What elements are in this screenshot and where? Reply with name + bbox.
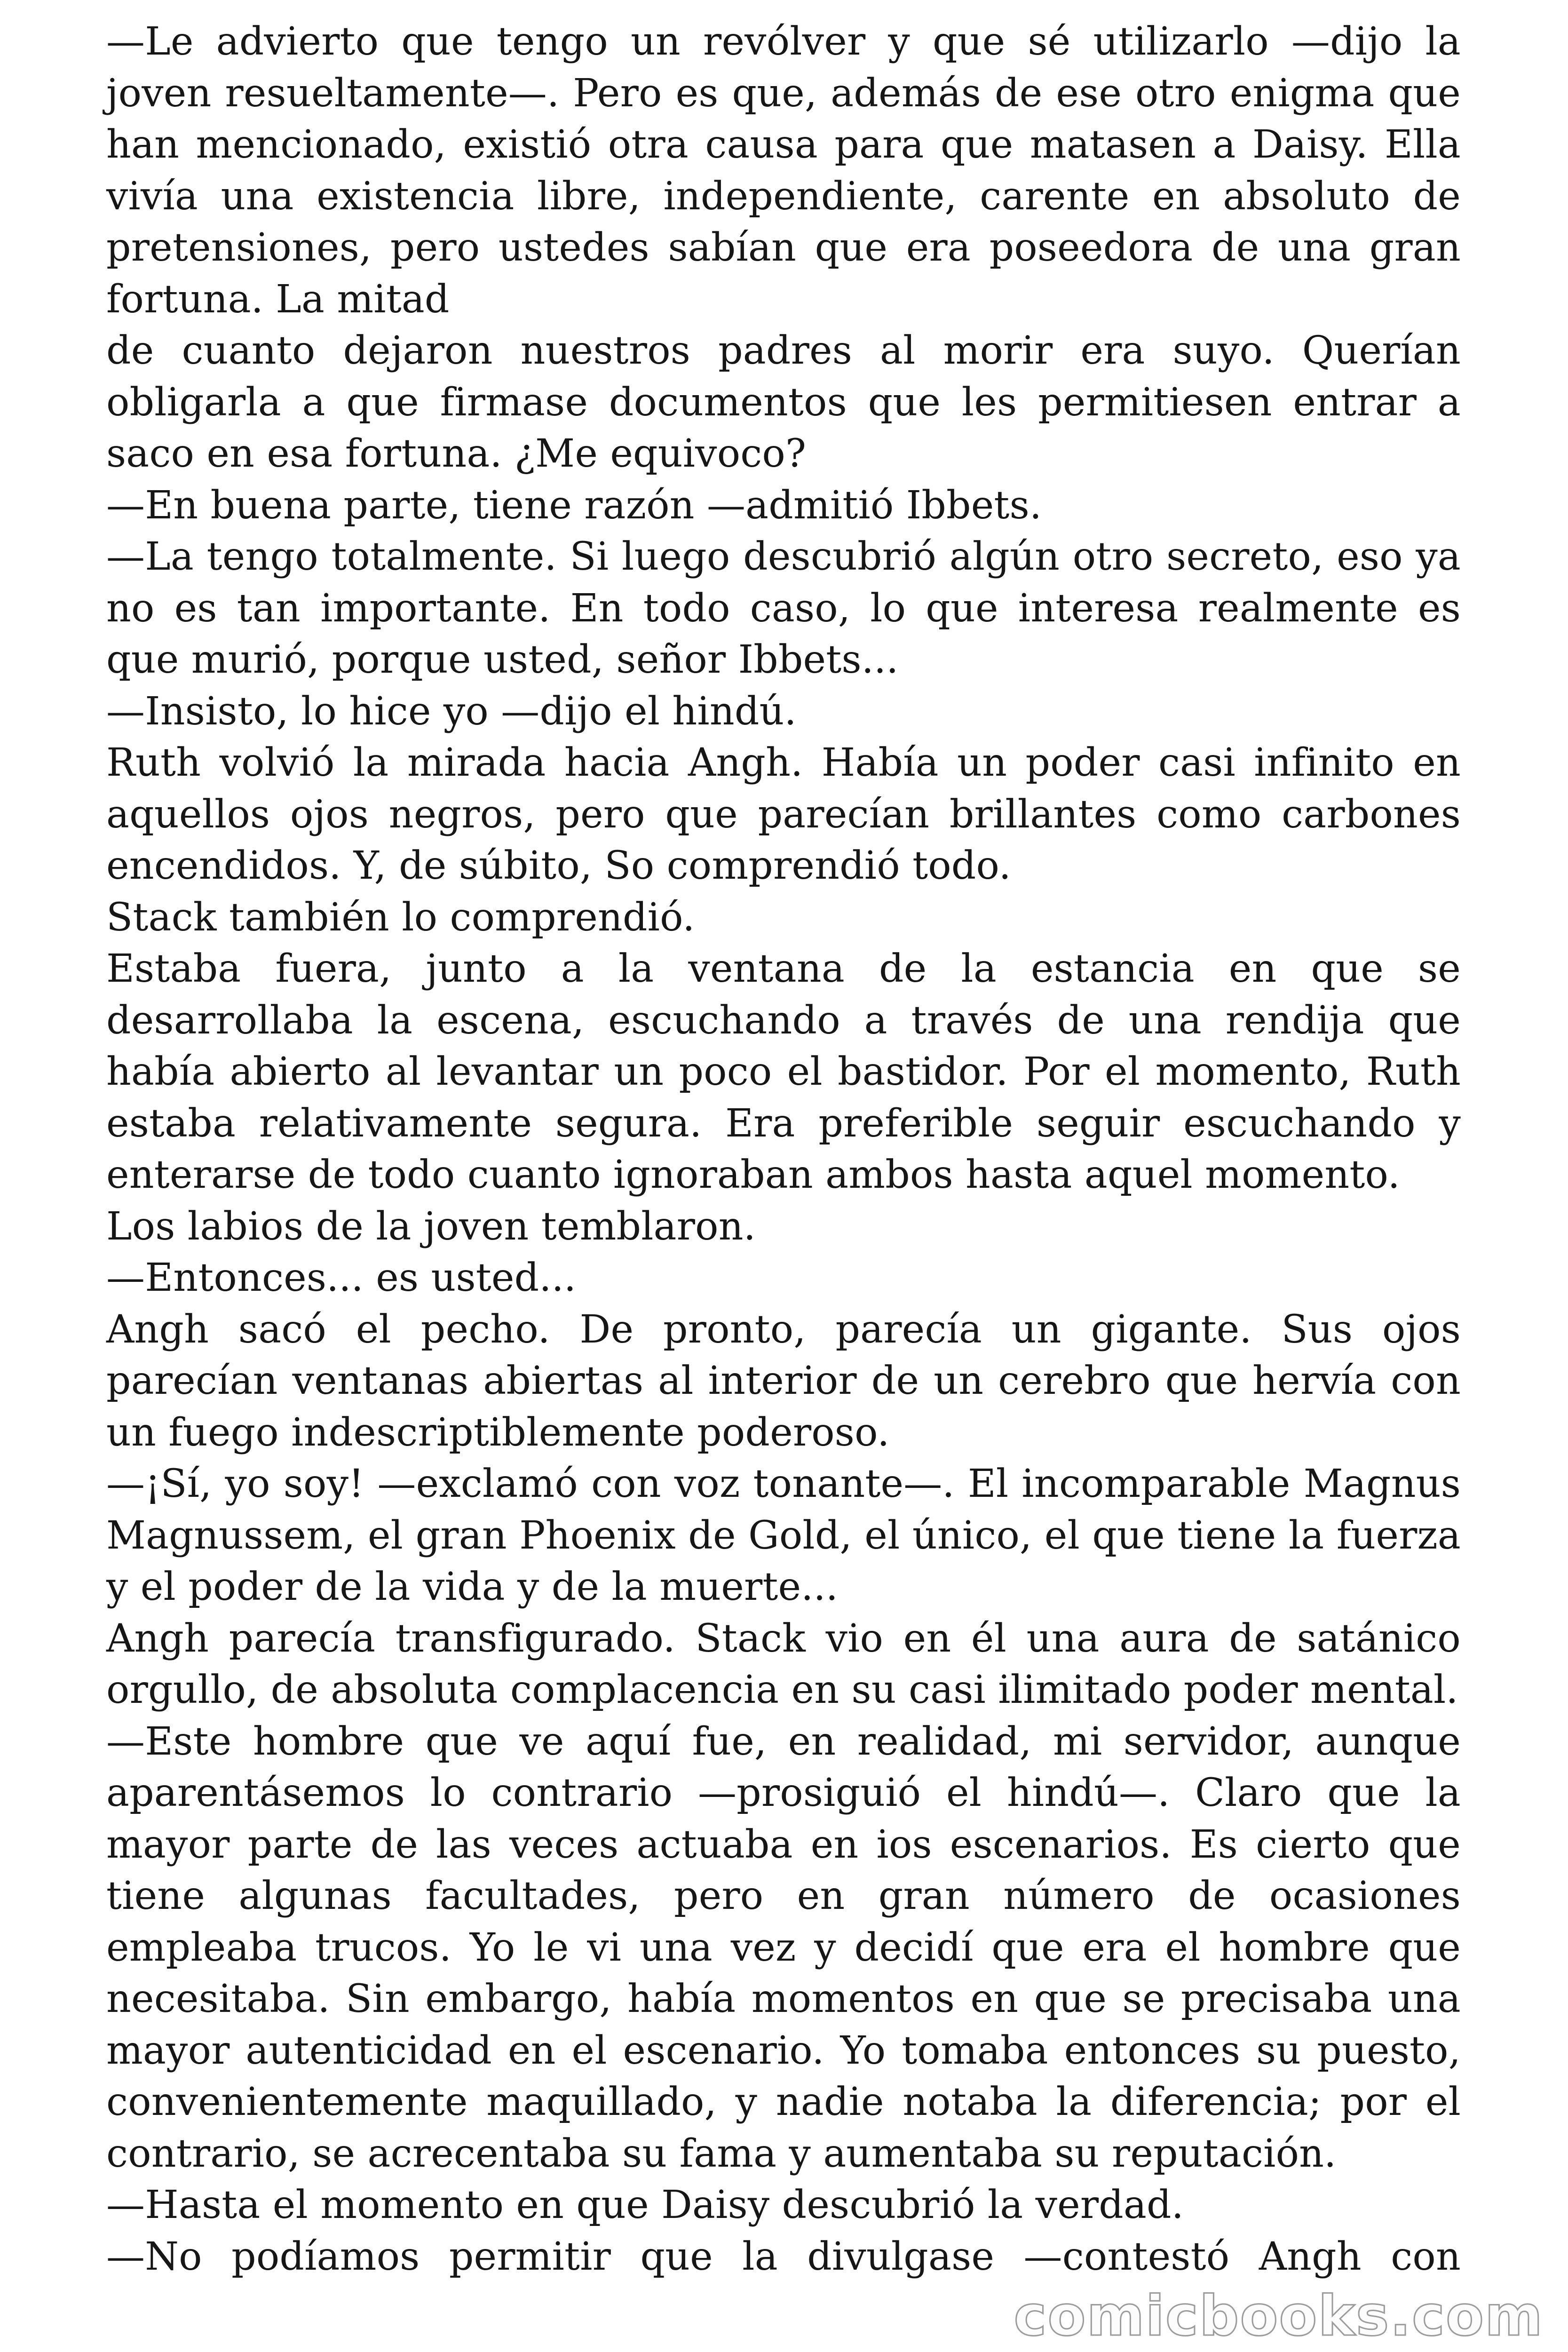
paragraph-16: —No podíamos permitir que la divulgase —contestó Angh con bbox=[106, 2234, 1461, 2279]
paragraph-15: —Hasta el momento en que Daisy descubrió la verdad. bbox=[106, 2183, 1184, 2227]
paragraph-6: Ruth volvió la mirada hacia Angh. Había un poder casi infinito en aquellos ojos negros, pero que parecían brillantes como carbones encendidos. Y, de súbito, So comprendió todo. bbox=[106, 740, 1461, 888]
watermark-text: comicbooks.com bbox=[1014, 2283, 1544, 2348]
paragraph-5: —Insisto, lo hice yo —dijo el hindú. bbox=[106, 689, 797, 734]
paragraph-4: —La tengo totalmente. Si luego descubrió algún otro secreto, eso ya no es tan importante. En todo caso, lo que interesa realmente es que murió, porque usted, señor Ibbets... bbox=[106, 534, 1461, 682]
paragraph-12: —¡Sí, yo soy! —exclamó con voz tonante—. El incomparable Magnus Magnussem, el gran Phoenix de Gold, el único, el que tiene la fuerza y el poder de la vida y de la muerte... bbox=[106, 1462, 1461, 1609]
paragraph-13: Angh parecía transfigurado. Stack vio en él una aura de satánico orgullo, de absoluta complacencia en su casi ilimitado poder mental. bbox=[106, 1616, 1461, 1712]
paragraph-10: —Entonces... es usted... bbox=[106, 1255, 577, 1300]
paragraph-9: Los labios de la joven temblaron. bbox=[106, 1204, 756, 1249]
book-page-text bbox=[106, 16, 1461, 2282]
paragraph-2: de cuanto dejaron nuestros padres al morir era suyo. Querían obligarla a que firmase documentos que les permitiesen entrar a saco en esa fortuna. ¿Me equivoco? bbox=[106, 328, 1461, 476]
paragraph-14: —Este hombre que ve aquí fue, en realidad, mi servidor, aunque aparentásemos lo contrario —prosiguió el hindú—. Claro que la mayor parte de las veces actuaba en ios escenarios. Es cierto que tiene algunas facultades, pero en gran número de ocasiones empleaba trucos. Yo le vi una vez y decidí que era el hombre que necesitaba. Sin embargo, había momentos en que se precisaba una mayor autenticidad en el escenario. Yo tomaba entonces su puesto, convenientemente maquillado, y nadie notaba la diferencia; por el contrario, se acrecentaba su fama y aumentaba su reputación. bbox=[106, 1719, 1461, 2176]
paragraph-1: —Le advierto que tengo un revólver y que sé utilizarlo —dijo la joven resueltamente—. Pero es que, además de ese otro enigma que han mencionado, existió otra causa para que matasen a Daisy. Ella vivía una existencia libre, independiente, carente en absoluto de pretensiones, pero ustedes sabían que era poseedora de una gran fortuna. La mitad bbox=[106, 19, 1461, 322]
paragraph-3: —En buena parte, tiene razón —admitió Ibbets. bbox=[106, 483, 1042, 528]
paragraph-8: Estaba fuera, junto a la ventana de la estancia en que se desarrollaba la escena, escuchando a través de una rendija que había abierto al levantar un poco el bastidor. Por el momento, Ruth estaba relativamente segura. Era preferible seguir escuchando y enterarse de todo cuanto ignoraban ambos hasta aquel momento. bbox=[106, 946, 1461, 1197]
paragraph-7: Stack también lo comprendió. bbox=[106, 895, 695, 940]
paragraph-11: Angh sacó el pecho. De pronto, parecía un gigante. Sus ojos parecían ventanas abiertas al interior de un cerebro que hervía con un fuego indescriptiblemente poderoso. bbox=[106, 1307, 1461, 1455]
